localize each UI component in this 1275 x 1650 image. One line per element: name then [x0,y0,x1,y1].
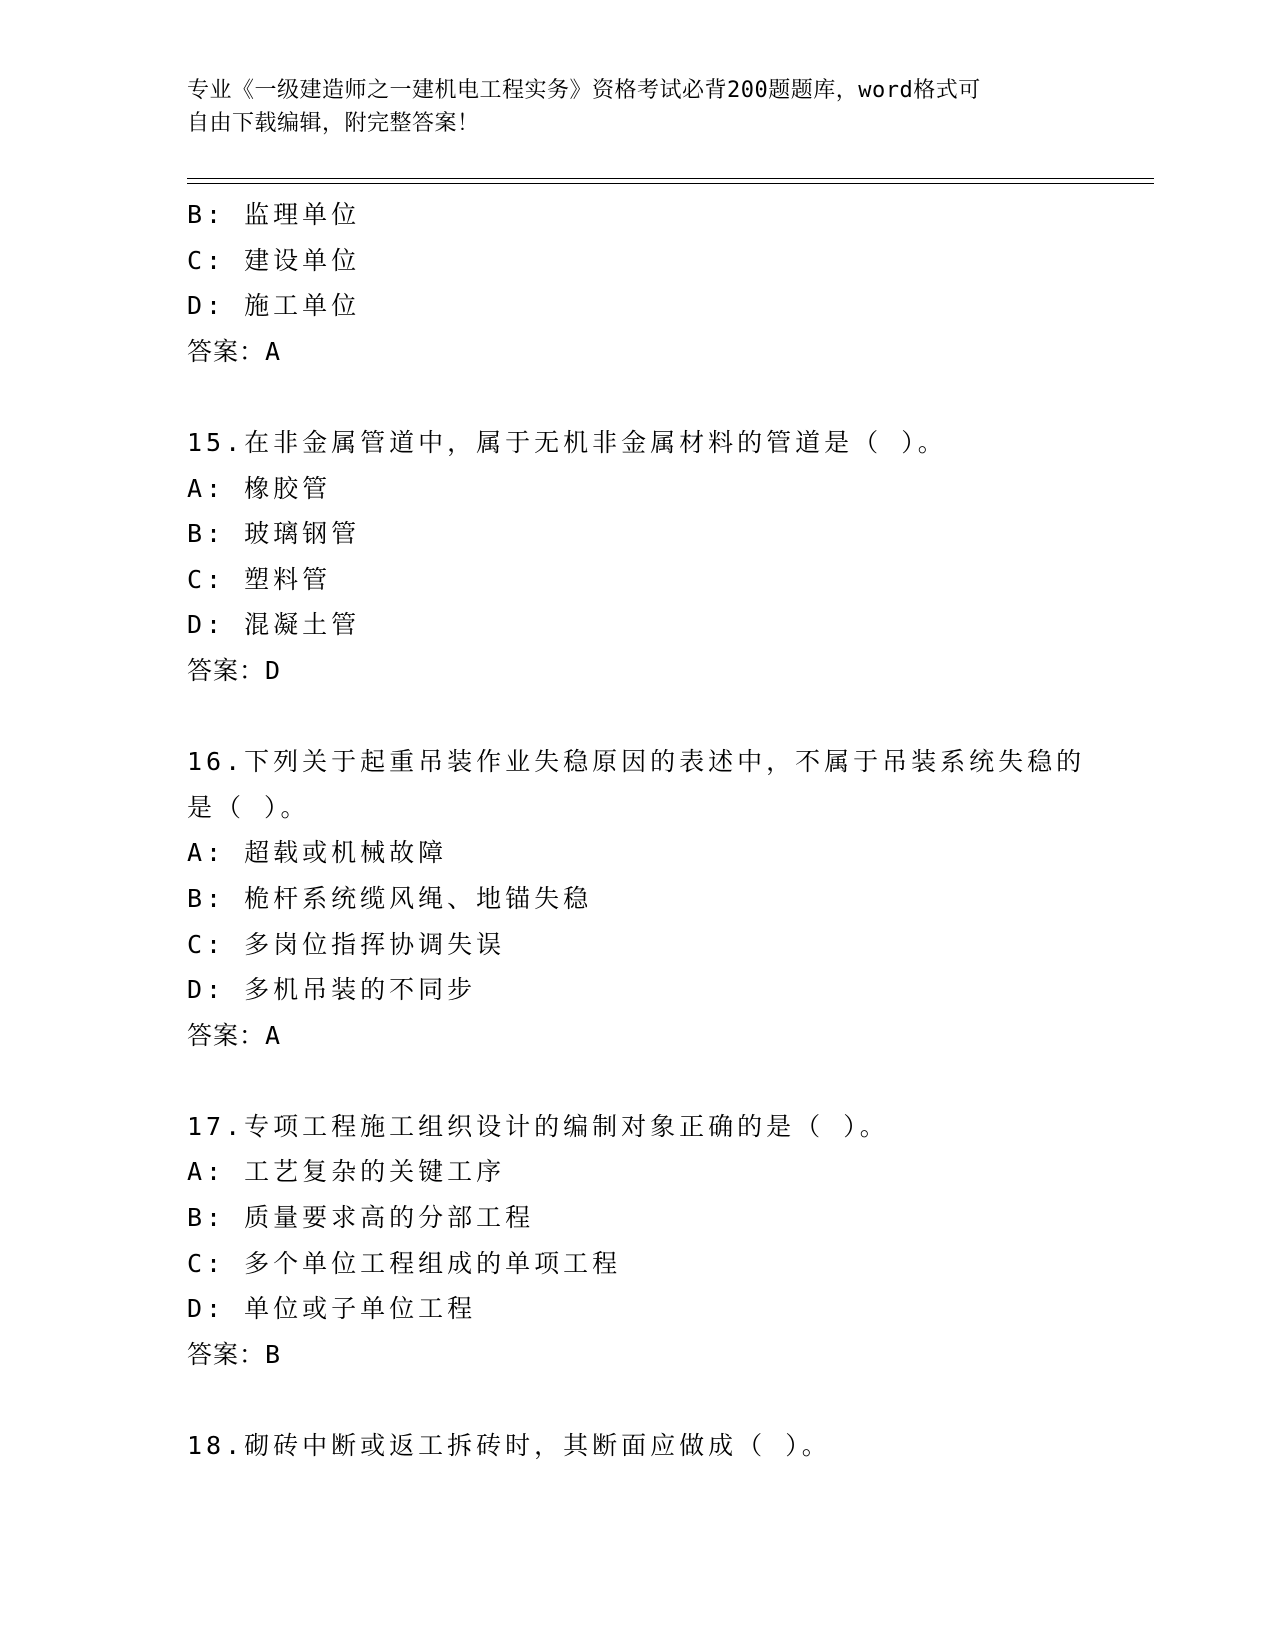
question-text-line-1: 16.下列关于起重吊装作业失稳原因的表述中，不属于吊装系统失稳的 [187,747,1086,777]
question-18 [187,1423,1087,1469]
question-14 [187,192,1087,374]
spacer [187,1377,1087,1423]
answer: 答案：D [187,655,282,685]
question-text-line-2: 是（ ）。 [187,792,310,822]
question-15 [187,420,1087,694]
header-line-2: 自由下载编辑，附完整答案！ [187,111,480,136]
answer: 答案：A [187,1020,282,1050]
option-d: D: 施工单位 [187,291,361,321]
answer: 答案：B [187,1339,282,1369]
option-a: A: 超载或机械故障 [187,838,448,868]
option-b: B: 桅杆系统缆风绳、地锚失稳 [187,883,593,913]
question-17 [187,1104,1087,1378]
answer: 答案：A [187,336,282,366]
question-text: 15.在非金属管道中，属于无机非金属材料的管道是（ ）。 [187,427,947,457]
spacer [187,374,1087,420]
option-c: C: 多岗位指挥协调失误 [187,929,506,959]
question-16 [187,739,1087,1058]
option-b: B: 质量要求高的分部工程 [187,1203,535,1233]
option-c: C: 塑料管 [187,564,332,594]
spacer [187,694,1087,740]
spacer [187,1058,1087,1104]
option-d: D: 单位或子单位工程 [187,1294,477,1324]
header-rule-bottom [187,183,1154,184]
header-line-1: 专业《一级建造师之一建机电工程实务》资格考试必背200题题库，word格式可 [187,78,981,103]
option-d: D: 混凝土管 [187,610,361,640]
question-text: 17.专项工程施工组织设计的编制对象正确的是（ ）。 [187,1111,889,1141]
option-d: D: 多机吊装的不同步 [187,975,477,1005]
document-header [187,74,1067,140]
option-a: A: 工艺复杂的关键工序 [187,1157,506,1187]
option-a: A: 橡胶管 [187,473,332,503]
option-b: B: 玻璃钢管 [187,519,361,549]
header-rule-top [187,178,1154,179]
question-list [187,192,1087,1469]
option-c: C: 建设单位 [187,245,361,275]
question-text: 18.砌砖中断或返工拆砖时，其断面应做成（ ）。 [187,1431,831,1461]
option-b: B: 监理单位 [187,200,361,229]
option-c: C: 多个单位工程组成的单项工程 [187,1248,622,1278]
